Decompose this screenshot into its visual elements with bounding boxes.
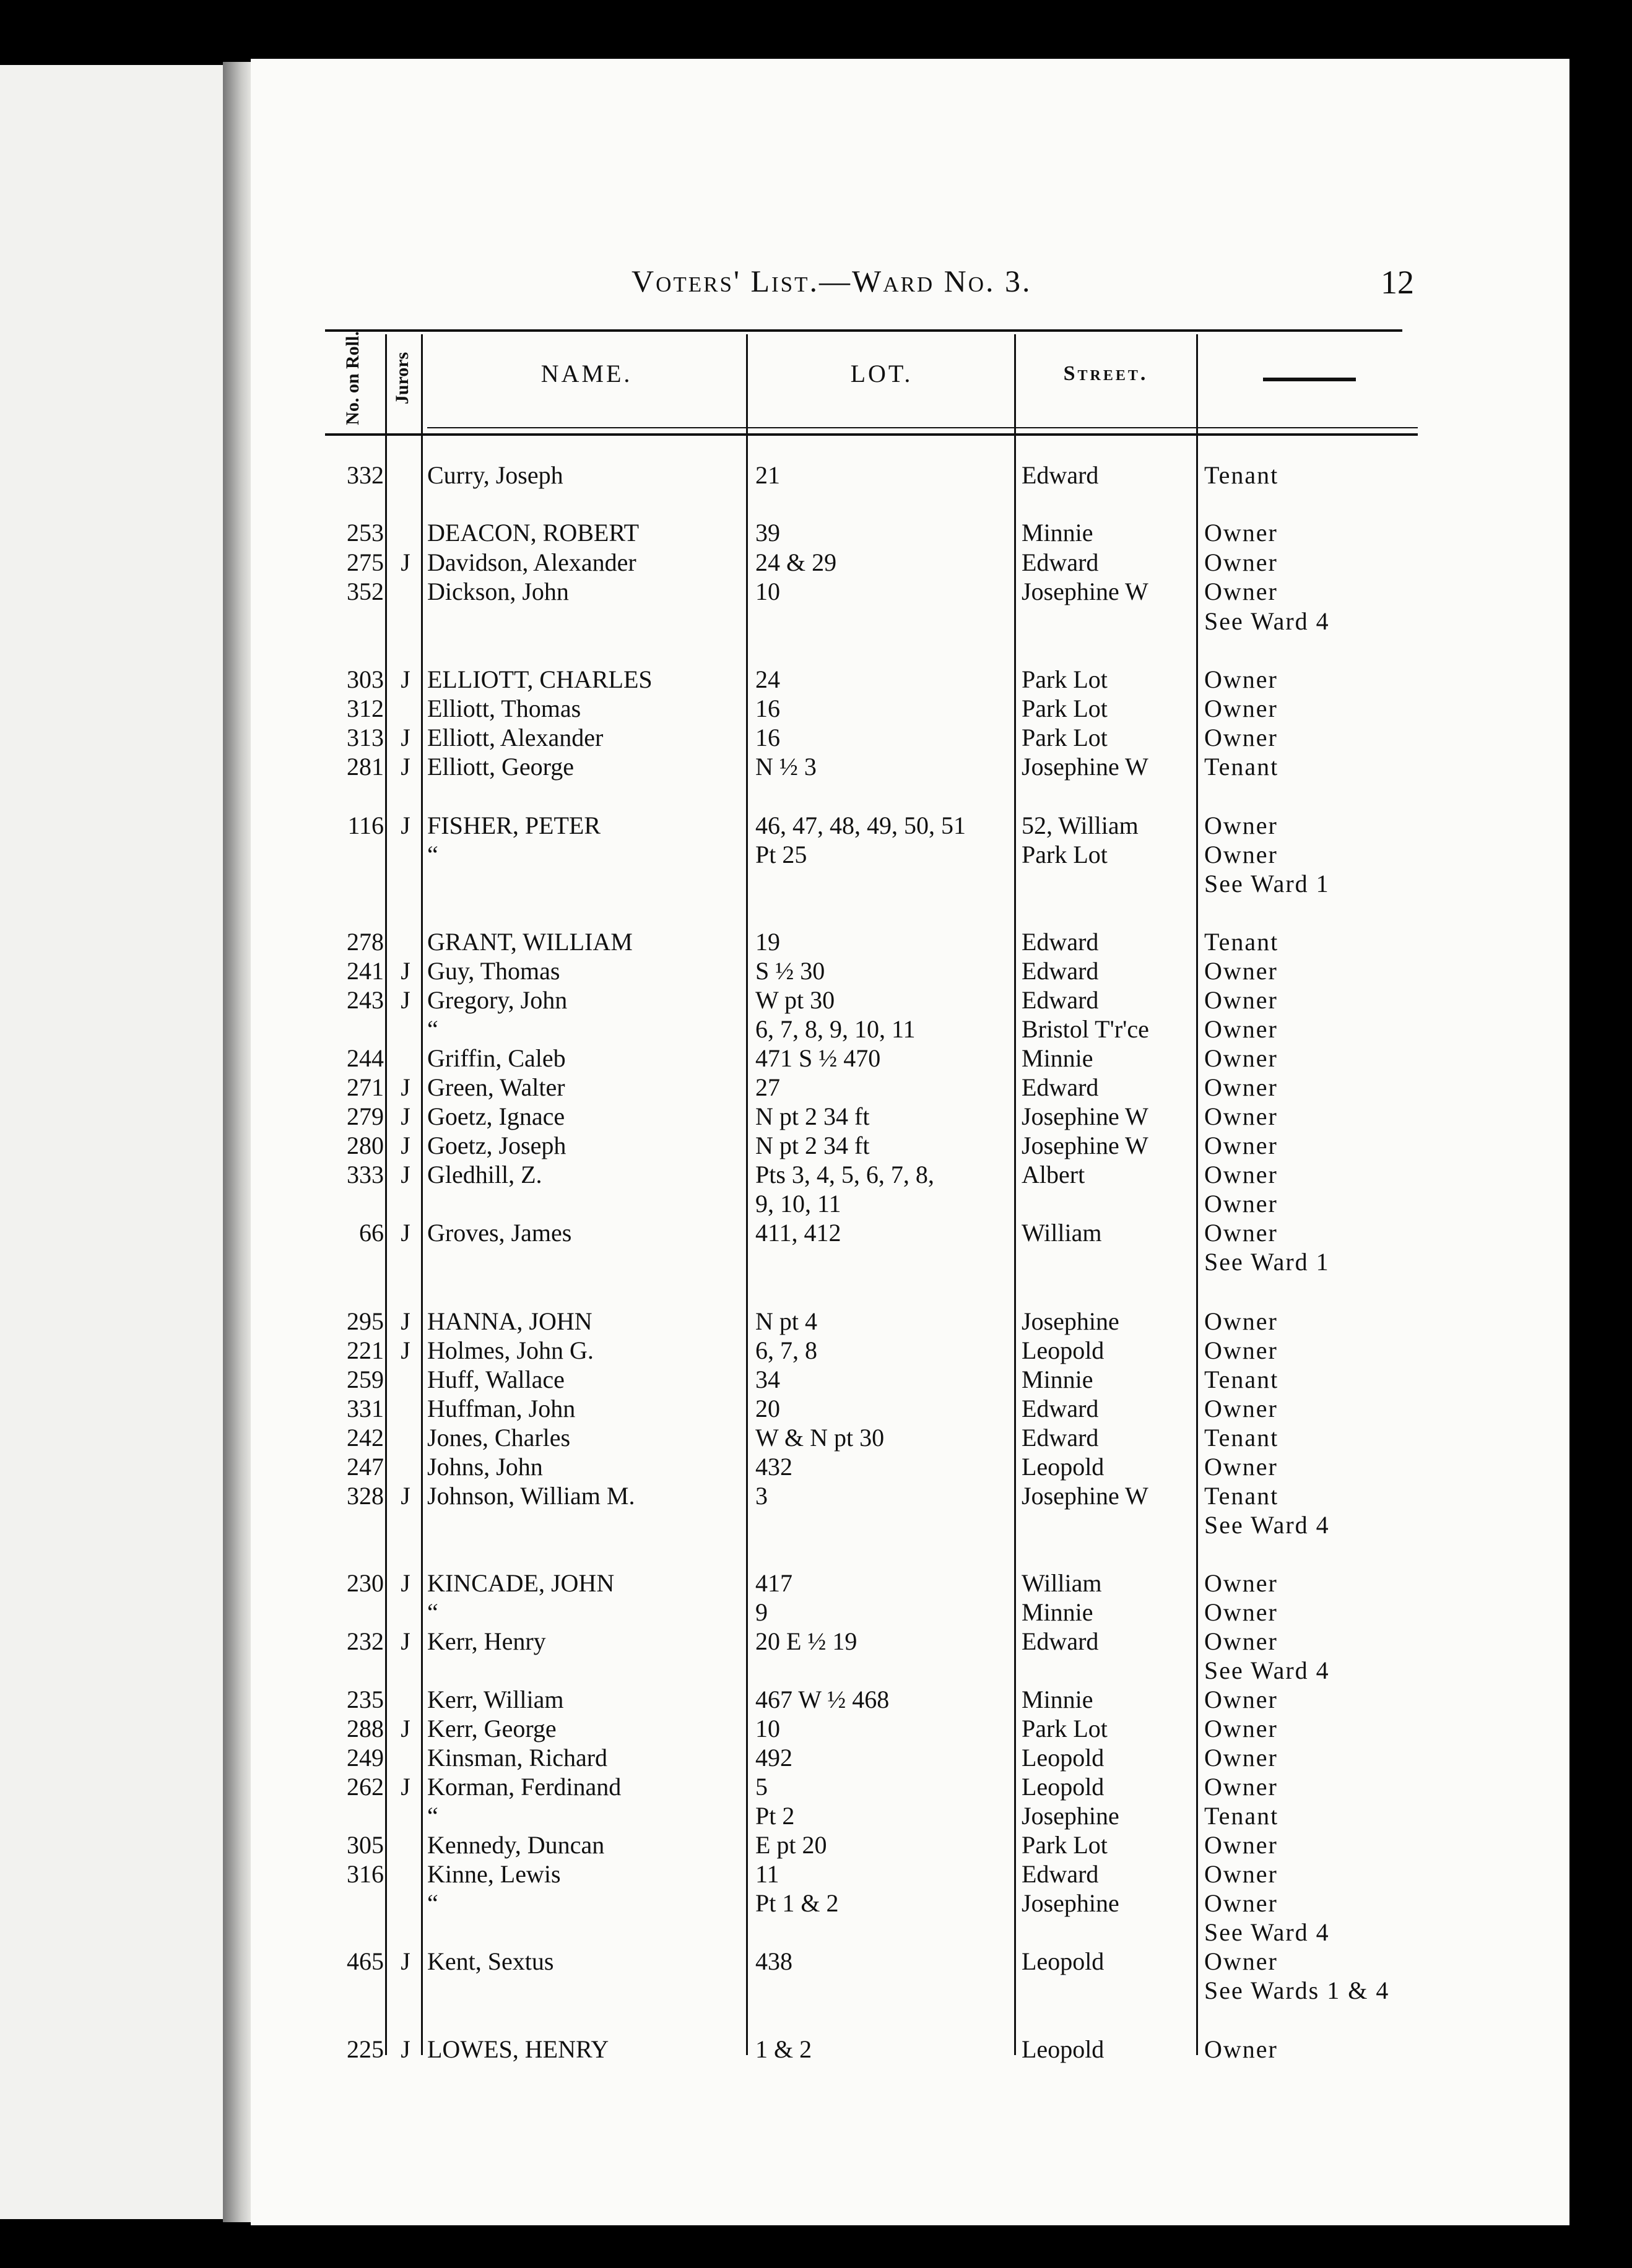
roll-number: 262 bbox=[347, 1773, 384, 1801]
voter-name: Groves, James bbox=[427, 1219, 572, 1247]
roll-number: 280 bbox=[347, 1132, 384, 1159]
tenure-status: Owner bbox=[1204, 665, 1278, 693]
juror-mark: J bbox=[401, 724, 410, 751]
roll-number: 278 bbox=[347, 928, 384, 956]
lot-number: N pt 4 bbox=[755, 1307, 817, 1335]
voter-name: Elliott, George bbox=[427, 753, 574, 781]
street-name: Josephine W bbox=[1022, 578, 1148, 605]
lot-number: 46, 47, 48, 49, 50, 51 bbox=[755, 812, 966, 839]
voter-name: HANNA, JOHN bbox=[427, 1307, 592, 1335]
tenure-status: Owner bbox=[1204, 1044, 1278, 1072]
voter-name: ELLIOTT, CHARLES bbox=[427, 665, 653, 693]
tenure-status: Tenant bbox=[1204, 928, 1279, 956]
street-name: 52, William bbox=[1022, 812, 1139, 839]
street-name: Edward bbox=[1022, 1424, 1099, 1452]
juror-mark: J bbox=[401, 1132, 410, 1159]
tenure-status: Tenant bbox=[1204, 1802, 1279, 1830]
roll-number: 116 bbox=[347, 812, 384, 839]
voter-name: Davidson, Alexander bbox=[427, 548, 636, 576]
lot-number: 432 bbox=[755, 1453, 792, 1481]
voter-name: Dickson, John bbox=[427, 578, 569, 605]
juror-mark: J bbox=[401, 1627, 410, 1655]
tenure-status: Owner bbox=[1204, 1598, 1278, 1626]
lot-number: 467 W ½ 468 bbox=[755, 1686, 890, 1713]
tenure-status: Owner bbox=[1204, 1336, 1278, 1364]
roll-number: 221 bbox=[347, 1336, 384, 1364]
street-name: Park Lot bbox=[1022, 1831, 1108, 1859]
tenure-status: Tenant bbox=[1204, 1366, 1279, 1393]
tenure-status: See Wards 1 & 4 bbox=[1204, 1976, 1390, 2004]
tenure-status: See Ward 4 bbox=[1204, 607, 1330, 635]
lot-number: 9, 10, 11 bbox=[755, 1190, 841, 1218]
lot-number: 21 bbox=[755, 461, 780, 489]
tenure-status: Owner bbox=[1204, 1161, 1278, 1188]
tenure-status: Owner bbox=[1204, 841, 1278, 868]
voter-name: Elliott, Thomas bbox=[427, 695, 581, 722]
lot-number: 6, 7, 8 bbox=[755, 1336, 817, 1364]
lot-number: Pt 25 bbox=[755, 841, 807, 868]
voter-name: Kerr, Henry bbox=[427, 1627, 546, 1655]
roll-number: 281 bbox=[347, 753, 384, 781]
street-name: Josephine W bbox=[1022, 1132, 1148, 1159]
page-header-title: Voters' List.—Ward No. 3. bbox=[632, 264, 1032, 298]
roll-number: 249 bbox=[347, 1744, 384, 1772]
juror-mark: J bbox=[401, 1569, 410, 1597]
roll-number: 271 bbox=[347, 1073, 384, 1101]
tenure-status: Tenant bbox=[1204, 1424, 1279, 1452]
lot-number: 39 bbox=[755, 519, 780, 547]
lot-number: 9 bbox=[755, 1598, 768, 1626]
tenure-status: Owner bbox=[1204, 1569, 1278, 1597]
table-top-rule bbox=[325, 329, 1402, 332]
book-gutter bbox=[223, 62, 254, 2222]
lot-number: 20 E ½ 19 bbox=[755, 1627, 857, 1655]
tenure-status: Owner bbox=[1204, 2035, 1278, 2063]
voter-name: Huffman, John bbox=[427, 1395, 576, 1422]
street-name: Leopold bbox=[1022, 1453, 1105, 1481]
tenure-status: Owner bbox=[1204, 812, 1278, 839]
street-name: Leopold bbox=[1022, 1336, 1105, 1364]
voter-name: Curry, Joseph bbox=[427, 461, 563, 489]
voter-name: Jones, Charles bbox=[427, 1424, 571, 1452]
street-name: Josephine W bbox=[1022, 753, 1148, 781]
street-name: Josephine bbox=[1022, 1307, 1119, 1335]
juror-mark: J bbox=[401, 1947, 410, 1975]
street-name: William bbox=[1022, 1569, 1102, 1597]
juror-mark: J bbox=[401, 1336, 410, 1364]
voter-name: LOWES, HENRY bbox=[427, 2035, 609, 2063]
voter-name: Kent, Sextus bbox=[427, 1947, 554, 1975]
roll-number: 241 bbox=[347, 957, 384, 985]
street-name: Leopold bbox=[1022, 1773, 1105, 1801]
lot-number: E pt 20 bbox=[755, 1831, 827, 1859]
voter-name: Griffin, Caleb bbox=[427, 1044, 566, 1072]
tenure-status: Owner bbox=[1204, 1102, 1278, 1130]
tenure-status: Owner bbox=[1204, 1889, 1278, 1917]
tenure-status: Owner bbox=[1204, 1453, 1278, 1481]
voter-name: FISHER, PETER bbox=[427, 812, 601, 839]
street-name: Josephine bbox=[1022, 1802, 1119, 1830]
voter-name: Gledhill, Z. bbox=[427, 1161, 542, 1188]
street-name: Josephine W bbox=[1022, 1482, 1148, 1510]
tenure-status: See Ward 4 bbox=[1204, 1511, 1330, 1539]
voter-name: Gregory, John bbox=[427, 986, 568, 1014]
roll-number: 305 bbox=[347, 1831, 384, 1859]
column-header-name: NAME. bbox=[540, 360, 633, 387]
voter-name: Elliott, Alexander bbox=[427, 724, 604, 751]
voter-name: “ bbox=[427, 841, 438, 868]
voter-name: Johns, John bbox=[427, 1453, 543, 1481]
street-name: Park Lot bbox=[1022, 695, 1108, 722]
voter-name: Johnson, William M. bbox=[427, 1482, 635, 1510]
roll-number: 66 bbox=[359, 1219, 384, 1247]
street-name: Minnie bbox=[1022, 1686, 1093, 1713]
juror-mark: J bbox=[401, 957, 410, 985]
juror-mark: J bbox=[401, 1219, 410, 1247]
street-name: Edward bbox=[1022, 1073, 1099, 1101]
voter-name: Kerr, George bbox=[427, 1715, 557, 1742]
roll-number: 247 bbox=[347, 1453, 384, 1481]
lot-number: 10 bbox=[755, 1715, 780, 1742]
voter-name: Kennedy, Duncan bbox=[427, 1831, 605, 1859]
roll-number: 279 bbox=[347, 1102, 384, 1130]
lot-number: 10 bbox=[755, 578, 780, 605]
street-name: Minnie bbox=[1022, 1044, 1093, 1072]
lot-number: 16 bbox=[755, 724, 780, 751]
tenure-status: Owner bbox=[1204, 957, 1278, 985]
voter-name: “ bbox=[427, 1598, 438, 1626]
voter-name: Kinsman, Richard bbox=[427, 1744, 608, 1772]
tenure-status: See Ward 4 bbox=[1204, 1918, 1330, 1946]
voter-name: “ bbox=[427, 1015, 438, 1043]
tenure-status: Owner bbox=[1204, 1073, 1278, 1101]
tenure-status: Tenant bbox=[1204, 753, 1279, 781]
street-name: Minnie bbox=[1022, 1366, 1093, 1393]
lot-number: 3 bbox=[755, 1482, 768, 1510]
juror-mark: J bbox=[401, 548, 410, 576]
juror-mark: J bbox=[401, 986, 410, 1014]
street-name: Park Lot bbox=[1022, 665, 1108, 693]
lot-number: 24 bbox=[755, 665, 780, 693]
voter-name: DEACON, ROBERT bbox=[427, 519, 640, 547]
roll-number: 275 bbox=[347, 548, 384, 576]
roll-number: 253 bbox=[347, 519, 384, 547]
lot-number: W pt 30 bbox=[755, 986, 835, 1014]
street-name: Edward bbox=[1022, 548, 1099, 576]
roll-number: 312 bbox=[347, 695, 384, 722]
lot-number: 6, 7, 8, 9, 10, 11 bbox=[755, 1015, 916, 1043]
tenure-status: See Ward 1 bbox=[1204, 870, 1330, 898]
lot-number: N ½ 3 bbox=[755, 753, 817, 781]
tenure-status: Owner bbox=[1204, 1715, 1278, 1742]
roll-number: 333 bbox=[347, 1161, 384, 1188]
lot-number: 27 bbox=[755, 1073, 780, 1101]
voter-name: Kinne, Lewis bbox=[427, 1860, 561, 1888]
adjacent-page-edge bbox=[0, 65, 223, 2219]
column-divider-street bbox=[1196, 334, 1198, 2055]
voter-name: Guy, Thomas bbox=[427, 957, 560, 985]
roll-number: 313 bbox=[347, 724, 384, 751]
juror-mark: J bbox=[401, 1715, 410, 1742]
voter-name: “ bbox=[427, 1889, 438, 1917]
tenure-status: Owner bbox=[1204, 1219, 1278, 1247]
street-name: Albert bbox=[1022, 1161, 1085, 1188]
column-divider-roll bbox=[385, 334, 387, 2055]
column-header-jurors: Jurors bbox=[392, 352, 412, 405]
lot-number: 1 & 2 bbox=[755, 2035, 812, 2063]
roll-number: 332 bbox=[347, 461, 384, 489]
roll-number: 230 bbox=[347, 1569, 384, 1597]
tenure-status: Owner bbox=[1204, 1947, 1278, 1975]
voter-name: Goetz, Joseph bbox=[427, 1132, 566, 1159]
street-name: Leopold bbox=[1022, 2035, 1105, 2063]
street-name: Edward bbox=[1022, 1395, 1099, 1422]
roll-number: 303 bbox=[347, 665, 384, 693]
juror-mark: J bbox=[401, 665, 410, 693]
lot-number: 19 bbox=[755, 928, 780, 956]
roll-number: 242 bbox=[347, 1424, 384, 1452]
street-name: Minnie bbox=[1022, 519, 1093, 547]
juror-mark: J bbox=[401, 1102, 410, 1130]
lot-number: 492 bbox=[755, 1744, 792, 1772]
tenure-status: Tenant bbox=[1204, 461, 1279, 489]
column-header-roll: No. on Roll. bbox=[342, 331, 363, 425]
lot-number: 5 bbox=[755, 1773, 768, 1801]
street-name: Edward bbox=[1022, 461, 1099, 489]
roll-number: 352 bbox=[347, 578, 384, 605]
juror-mark: J bbox=[401, 812, 410, 839]
roll-number: 465 bbox=[347, 1947, 384, 1975]
roll-number: 316 bbox=[347, 1860, 384, 1888]
street-name: Edward bbox=[1022, 1627, 1099, 1655]
tenure-status: Owner bbox=[1204, 1860, 1278, 1888]
voter-name: Holmes, John G. bbox=[427, 1336, 594, 1364]
roll-number: 259 bbox=[347, 1366, 384, 1393]
street-name: Park Lot bbox=[1022, 1715, 1108, 1742]
tenure-status: Tenant bbox=[1204, 1482, 1279, 1510]
blank-column-dash-icon bbox=[1263, 378, 1356, 381]
tenure-status: See Ward 1 bbox=[1204, 1248, 1330, 1276]
voter-name: “ bbox=[427, 1802, 438, 1830]
column-header-lot: LOT. bbox=[850, 360, 913, 387]
roll-number: 235 bbox=[347, 1686, 384, 1713]
voter-name: Goetz, Ignace bbox=[427, 1102, 565, 1130]
tenure-status: Owner bbox=[1204, 1190, 1278, 1218]
roll-number: 225 bbox=[347, 2035, 384, 2063]
tenure-status: Owner bbox=[1204, 548, 1278, 576]
tenure-status: Owner bbox=[1204, 578, 1278, 605]
tenure-status: Owner bbox=[1204, 1627, 1278, 1655]
roll-number: 243 bbox=[347, 986, 384, 1014]
lot-number: N pt 2 34 ft bbox=[755, 1132, 870, 1159]
lot-number: Pt 1 & 2 bbox=[755, 1889, 839, 1917]
roll-number: 331 bbox=[347, 1395, 384, 1422]
column-divider-jurors bbox=[421, 334, 423, 2055]
juror-mark: J bbox=[401, 753, 410, 781]
street-name: Leopold bbox=[1022, 1744, 1105, 1772]
roll-number: 295 bbox=[347, 1307, 384, 1335]
tenure-status: Owner bbox=[1204, 695, 1278, 722]
lot-number: 471 S ½ 470 bbox=[755, 1044, 881, 1072]
lot-number: 20 bbox=[755, 1395, 780, 1422]
tenure-status: Owner bbox=[1204, 1831, 1278, 1859]
voter-name: KINCADE, JOHN bbox=[427, 1569, 615, 1597]
tenure-status: Owner bbox=[1204, 986, 1278, 1014]
voter-name: Green, Walter bbox=[427, 1073, 565, 1101]
lot-number: Pt 2 bbox=[755, 1802, 795, 1830]
lot-number: 24 & 29 bbox=[755, 548, 837, 576]
roll-number: 244 bbox=[347, 1044, 384, 1072]
tenure-status: Owner bbox=[1204, 1686, 1278, 1713]
table-header-rule bbox=[325, 433, 1418, 436]
column-header-street: Street. bbox=[1063, 362, 1148, 385]
juror-mark: J bbox=[401, 1307, 410, 1335]
column-divider-lot bbox=[1014, 334, 1016, 2055]
street-name: Park Lot bbox=[1022, 841, 1108, 868]
voter-name: Korman, Ferdinand bbox=[427, 1773, 622, 1801]
street-name: Josephine bbox=[1022, 1889, 1119, 1917]
table-header-rule-2 bbox=[427, 427, 1418, 428]
tenure-status: Owner bbox=[1204, 1744, 1278, 1772]
tenure-status: Owner bbox=[1204, 724, 1278, 751]
lot-number: N pt 2 34 ft bbox=[755, 1102, 870, 1130]
lot-number: 411, 412 bbox=[755, 1219, 841, 1247]
voter-name: GRANT, WILLIAM bbox=[427, 928, 633, 956]
street-name: Park Lot bbox=[1022, 724, 1108, 751]
roll-number: 232 bbox=[347, 1627, 384, 1655]
street-name: Edward bbox=[1022, 1860, 1099, 1888]
juror-mark: J bbox=[401, 1482, 410, 1510]
juror-mark: J bbox=[401, 2035, 410, 2063]
lot-number: 34 bbox=[755, 1366, 780, 1393]
juror-mark: J bbox=[401, 1161, 410, 1188]
page-number: 12 bbox=[1381, 264, 1414, 301]
lot-number: 417 bbox=[755, 1569, 792, 1597]
street-name: Bristol T'r'ce bbox=[1022, 1015, 1149, 1043]
lot-number: 11 bbox=[755, 1860, 779, 1888]
juror-mark: J bbox=[401, 1773, 410, 1801]
voter-name: Kerr, William bbox=[427, 1686, 564, 1713]
street-name: Josephine W bbox=[1022, 1102, 1148, 1130]
street-name: William bbox=[1022, 1219, 1102, 1247]
street-name: Leopold bbox=[1022, 1947, 1105, 1975]
lot-number: Pts 3, 4, 5, 6, 7, 8, bbox=[755, 1161, 934, 1188]
street-name: Edward bbox=[1022, 957, 1099, 985]
lot-number: S ½ 30 bbox=[755, 957, 825, 985]
tenure-status: Owner bbox=[1204, 1015, 1278, 1043]
street-name: Edward bbox=[1022, 928, 1099, 956]
tenure-status: Owner bbox=[1204, 1773, 1278, 1801]
voter-name: Huff, Wallace bbox=[427, 1366, 565, 1393]
tenure-status: Owner bbox=[1204, 1307, 1278, 1335]
street-name: Minnie bbox=[1022, 1598, 1093, 1626]
lot-number: 16 bbox=[755, 695, 780, 722]
column-divider-name bbox=[746, 334, 748, 2055]
juror-mark: J bbox=[401, 1073, 410, 1101]
street-name: Edward bbox=[1022, 986, 1099, 1014]
roll-number: 328 bbox=[347, 1482, 384, 1510]
lot-number: W & N pt 30 bbox=[755, 1424, 885, 1452]
tenure-status: See Ward 4 bbox=[1204, 1656, 1330, 1684]
tenure-status: Owner bbox=[1204, 1395, 1278, 1422]
tenure-status: Owner bbox=[1204, 1132, 1278, 1159]
tenure-status: Owner bbox=[1204, 519, 1278, 547]
lot-number: 438 bbox=[755, 1947, 792, 1975]
roll-number: 288 bbox=[347, 1715, 384, 1742]
